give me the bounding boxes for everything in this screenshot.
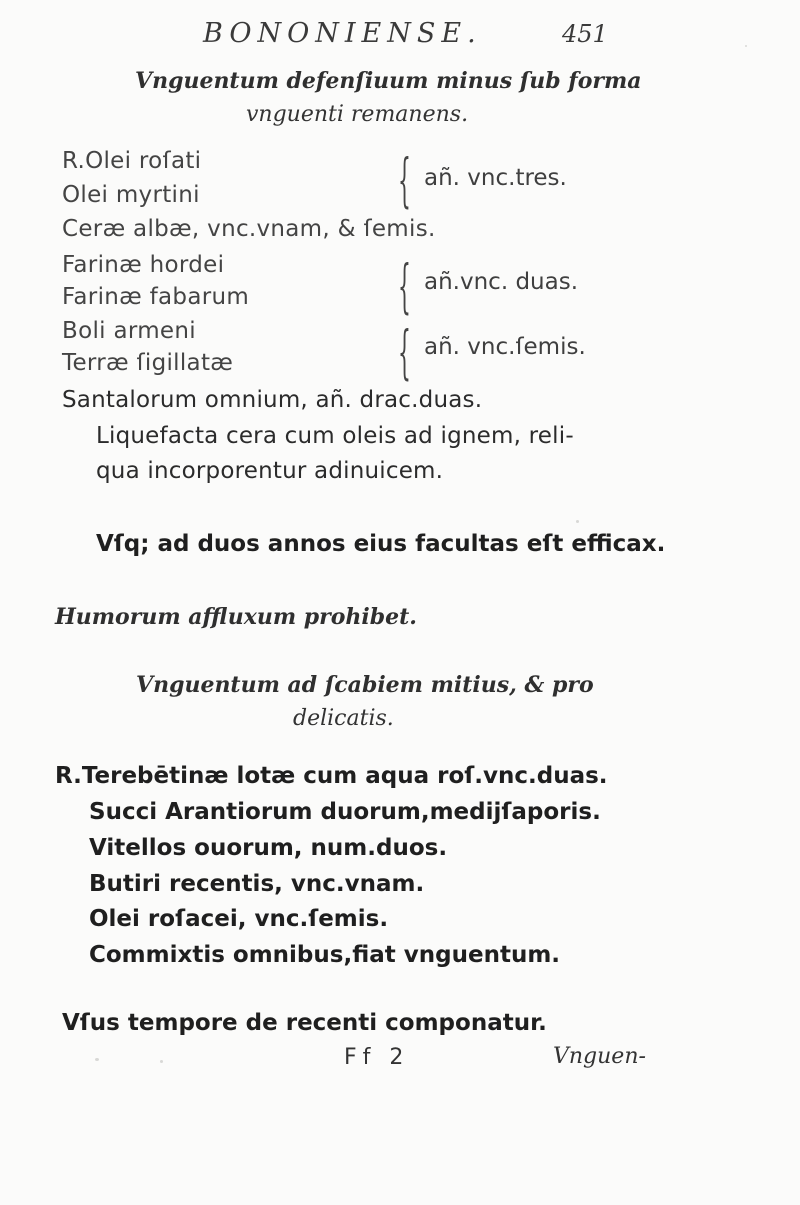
brace-2: {: [398, 252, 411, 320]
signature-mark: Ff 2: [344, 1045, 410, 1070]
usage-note-1: Vſq; ad duos annos eius facultas eſt efficax.: [96, 531, 666, 557]
recipe-ingredient-1: [62, 150, 201, 173]
dose-3: añ. vnc.ſemis.: [424, 334, 586, 360]
dose-1: añ. vnc.tres.: [424, 165, 567, 191]
recipe-ingredient-4: Farinæ hordei: [62, 252, 225, 278]
dose-2: añ.vnc. duas.: [424, 269, 579, 295]
recipe-ingredient-8: Santalorum omnium, añ. drac.duas.: [62, 387, 483, 413]
method-line-2: qua incorporentur adinuicem.: [96, 458, 444, 484]
page-number: 451: [562, 20, 608, 48]
section2-heading-line-2: delicatis.: [293, 706, 394, 731]
section-heading-line-1: Vnguentum defenſiuum minus ſub forma: [135, 68, 642, 94]
recipe2-ingredient-5: Olei roſacei, vnc.ſemis.: [89, 906, 389, 932]
recipe-ingredient-7: Terræ ſigillatæ: [62, 350, 234, 376]
paper-speck: [576, 520, 579, 523]
recipe2-ingredient-3: Vitellos ouorum, num.duos.: [89, 835, 448, 861]
recipe-ingredient-3: Ceræ albæ, vnc.vnam, & ſemis.: [62, 216, 436, 242]
section-heading-line-2: vnguenti remanens.: [246, 102, 469, 127]
recipe-ingredient-5: Farinæ fabarum: [62, 284, 250, 310]
usage-note-2: Vſus tempore de recenti componatur.: [62, 1010, 547, 1036]
recipe-symbol: R.: [62, 148, 86, 174]
recipe2-ingredient-6: Commixtis omnibus,fiat vnguentum.: [89, 942, 561, 968]
catchword: Vnguen-: [553, 1044, 646, 1069]
ingredient-text: Olei roſati: [85, 148, 202, 174]
recipe-ingredient-2: Olei myrtini: [62, 182, 200, 208]
effect-note: Humorum affluxum prohibet.: [55, 604, 417, 630]
brace-3: {: [398, 318, 411, 386]
recipe2-ingredient-4: Butiri recentis, vnc.vnam.: [89, 871, 425, 897]
brace-1: {: [398, 146, 411, 214]
recipe2-ingredient-2: Succi Arantiorum duorum,medijſaporis.: [89, 799, 601, 825]
paper-speck: [745, 45, 747, 47]
recipe2-ingredient-1: R.Terebētinæ lotæ cum aqua roſ.vnc.duas.: [55, 763, 608, 789]
running-header-title: BONONIENSE.: [203, 18, 482, 49]
recipe-ingredient-6: Boli armeni: [62, 318, 196, 344]
paper-speck: [95, 1058, 99, 1061]
section2-heading-line-1: Vnguentum ad ſcabiem mitius, & pro: [136, 672, 594, 698]
paper-speck: [160, 1060, 163, 1063]
method-line-1: Liquefacta cera cum oleis ad ignem, reli-: [96, 423, 574, 449]
